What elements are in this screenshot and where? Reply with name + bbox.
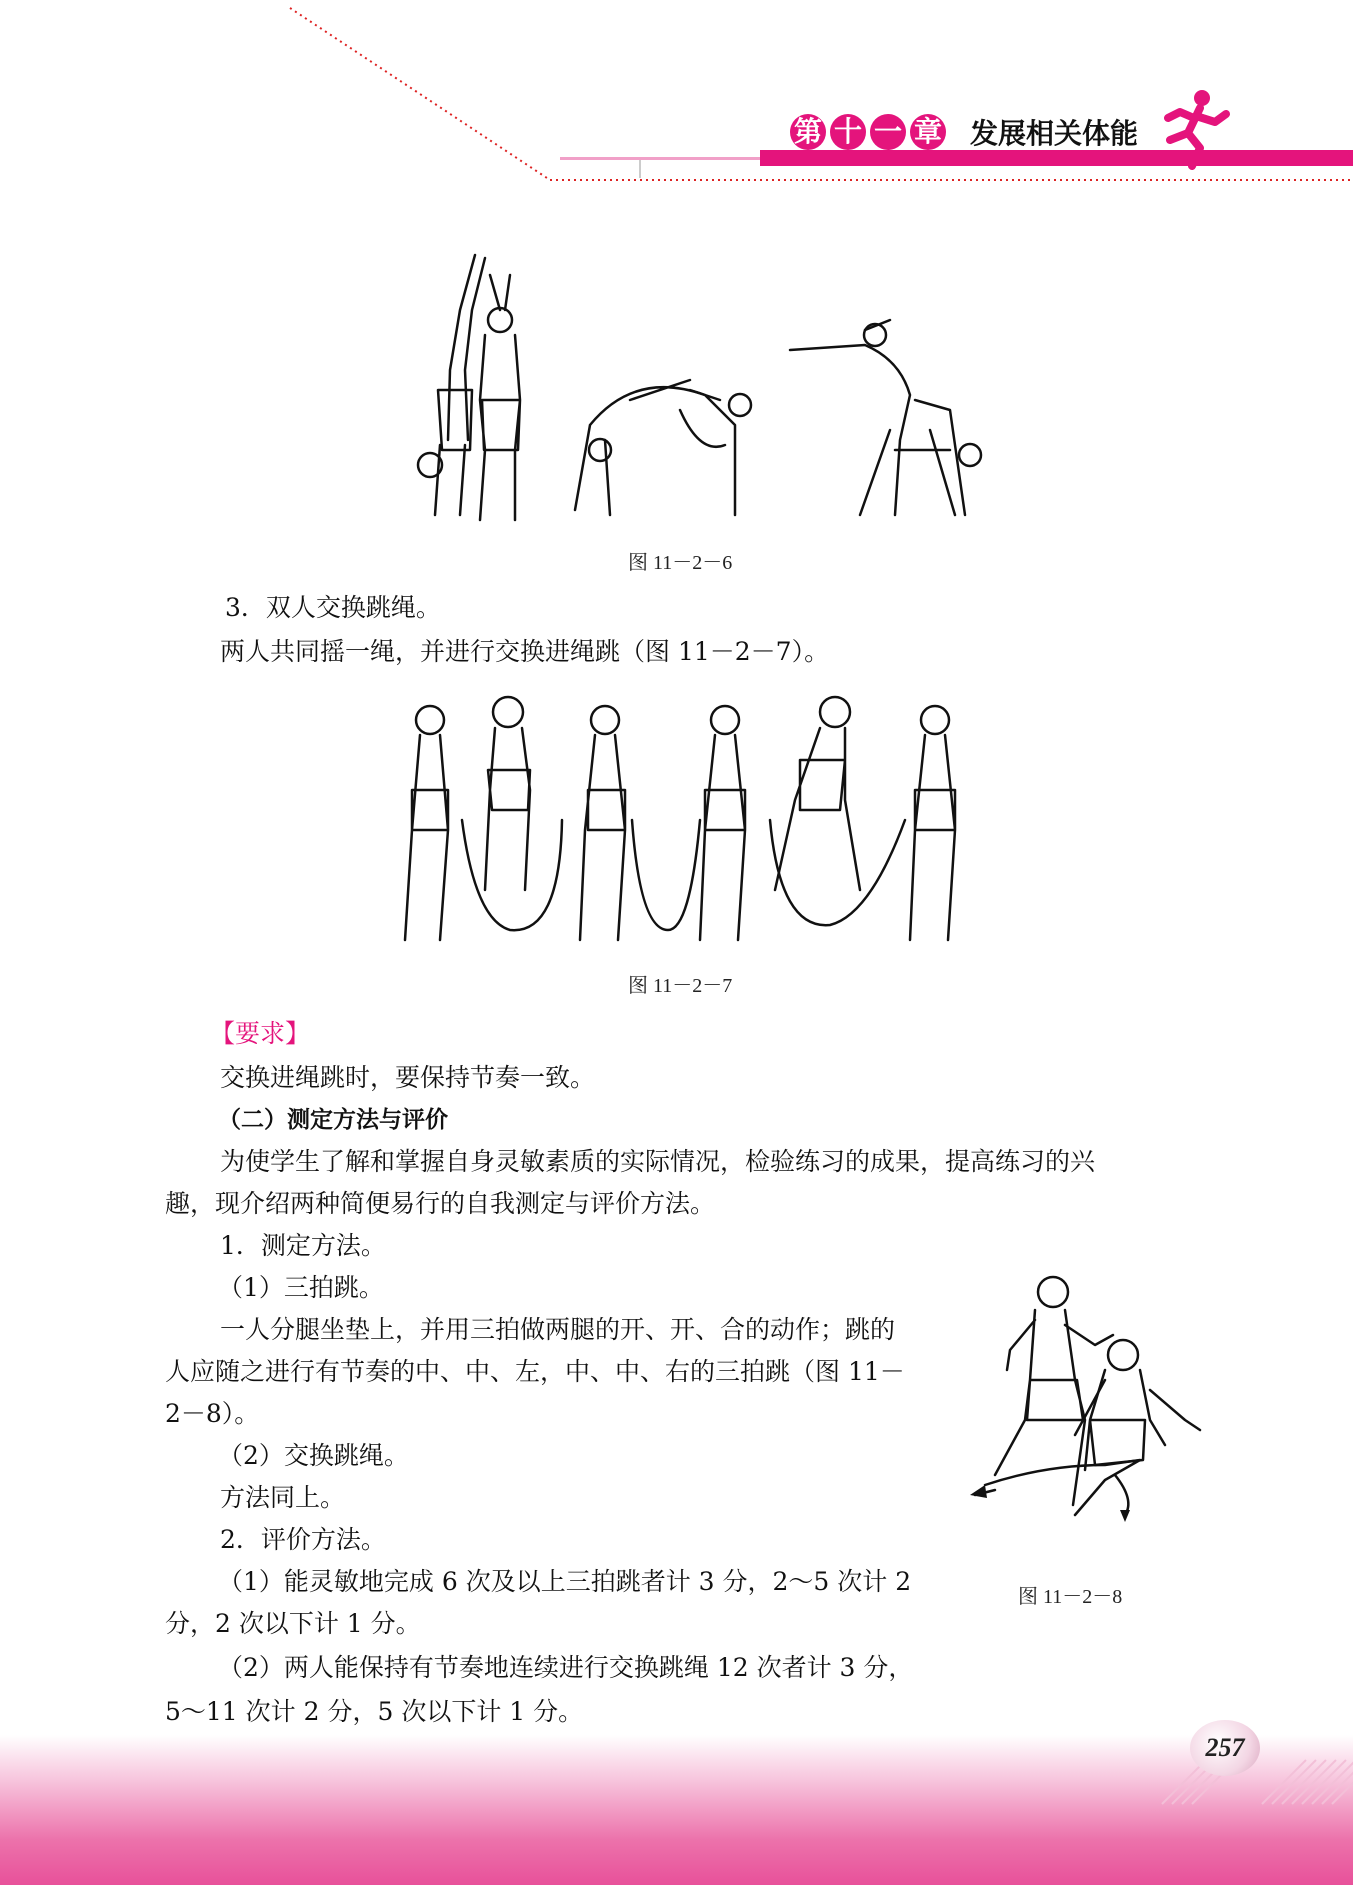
figure-11-2-7-illustration <box>400 690 970 960</box>
method-2-title: （2）交换跳绳。 <box>218 1441 409 1470</box>
figure-11-2-8-caption: 图 11－2－8 <box>1018 1586 1123 1608</box>
page-footer <box>0 1735 1353 1885</box>
requirement-label: 【要求】 <box>210 1019 311 1048</box>
footer-hatch <box>1162 1760 1353 1804</box>
chapter-char-2: 十 <box>830 114 866 150</box>
chapter-char-3: 一 <box>870 114 906 150</box>
evaluation-heading: 2．评价方法。 <box>220 1525 386 1554</box>
intro-line-2: 趣，现介绍两种简便易行的自我测定与评价方法。 <box>165 1189 716 1218</box>
method-1-title: （1）三拍跳。 <box>218 1273 384 1302</box>
figure-11-2-7-caption: 图 11－2－7 <box>628 975 733 997</box>
section-heading: （二）测定方法与评价 <box>218 1107 448 1133</box>
method-1-line-3: 2－8）。 <box>165 1399 260 1428</box>
evaluation-2-line-2: 5～11 次计 2 分，5 次以下计 1 分。 <box>165 1697 584 1726</box>
requirement-text: 交换进绳跳时，要保持节奏一致。 <box>220 1063 596 1092</box>
chapter-char-1: 第 <box>790 114 826 150</box>
intro-line-1: 为使学生了解和掌握自身灵敏素质的实际情况，检验练习的成果，提高练习的兴 <box>220 1147 1096 1176</box>
running-figure-icon <box>1160 88 1230 168</box>
evaluation-1-line-1: （1）能灵敏地完成 6 次及以上三拍跳者计 3 分，2～5 次计 2 <box>218 1567 912 1596</box>
chapter-char-4: 章 <box>910 114 946 150</box>
item-3-title: 3．双人交换跳绳。 <box>225 593 441 622</box>
figure-11-2-8-illustration <box>965 1270 1205 1530</box>
method-1-line-2: 人应随之进行有节奏的中、中、左，中、中、右的三拍跳（图 11－ <box>165 1357 905 1386</box>
item-3-description: 两人共同摇一绳，并进行交换进绳跳（图 11－2－7）。 <box>220 637 830 666</box>
page-number: 257 <box>1190 1720 1260 1776</box>
method-heading: 1．测定方法。 <box>220 1231 386 1260</box>
method-2-text: 方法同上。 <box>220 1483 346 1512</box>
chapter-title: 发展相关体能 <box>970 117 1139 150</box>
figure-11-2-6-illustration <box>390 250 960 530</box>
method-1-line-1: 一人分腿坐垫上，并用三拍做两腿的开、开、合的动作；跳的 <box>220 1315 896 1344</box>
header-decoration <box>0 0 1353 200</box>
figure-11-2-6-caption: 图 11－2－6 <box>628 552 733 574</box>
evaluation-1-line-2: 分，2 次以下计 1 分。 <box>165 1609 421 1638</box>
evaluation-2-line-1: （2）两人能保持有节奏地连续进行交换跳绳 12 次者计 3 分， <box>218 1653 914 1682</box>
